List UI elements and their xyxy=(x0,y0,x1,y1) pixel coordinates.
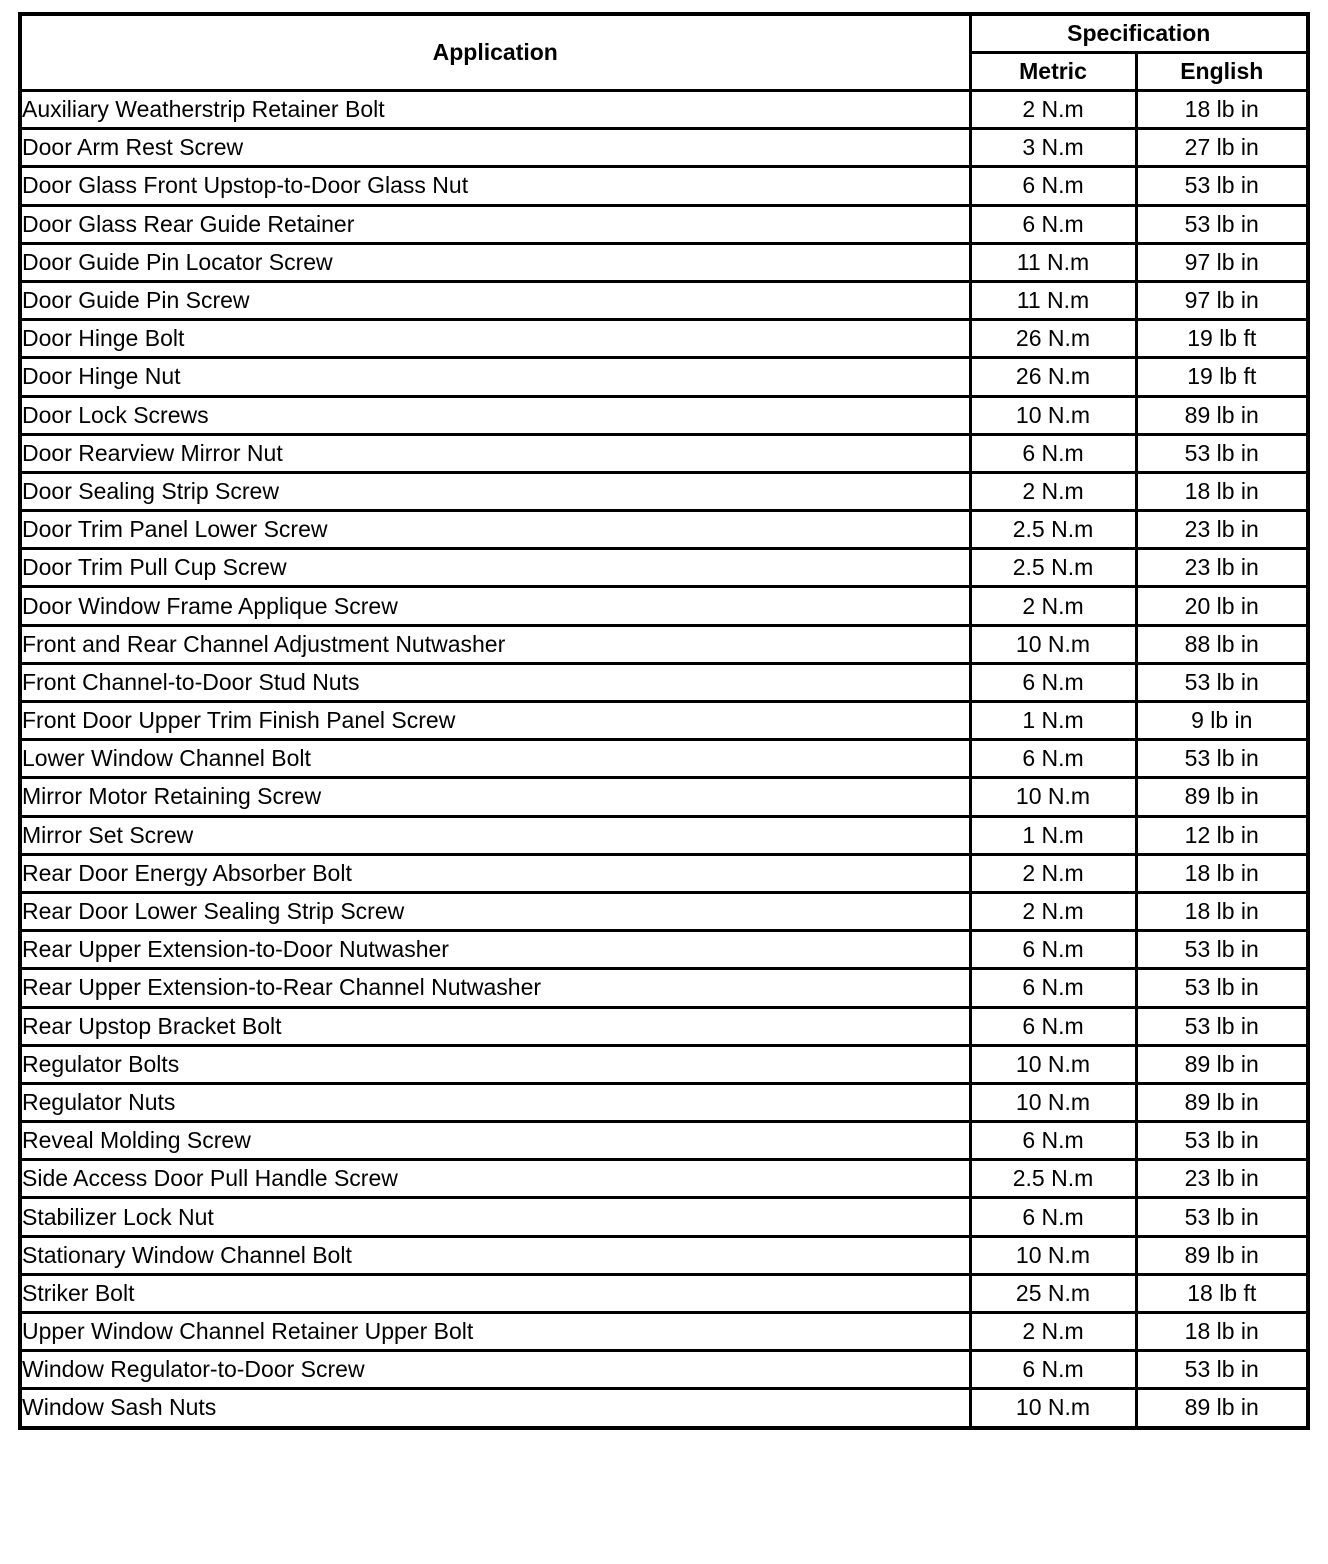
metric-cell: 2 N.m xyxy=(970,91,1136,129)
english-cell: 18 lb in xyxy=(1136,892,1308,930)
table-row xyxy=(20,91,1308,129)
table-row xyxy=(20,663,1308,701)
english-cell: 88 lb in xyxy=(1136,625,1308,663)
metric-cell: 10 N.m xyxy=(970,778,1136,816)
table-row xyxy=(20,778,1308,816)
table-row xyxy=(20,740,1308,778)
table-row xyxy=(20,816,1308,854)
english-cell: 19 lb ft xyxy=(1136,358,1308,396)
metric-cell: 10 N.m xyxy=(970,1045,1136,1083)
table-body xyxy=(20,91,1308,1428)
application-cell: Door Window Frame Applique Screw xyxy=(20,587,970,625)
table-row xyxy=(20,854,1308,892)
english-cell: 53 lb in xyxy=(1136,663,1308,701)
application-header: Application xyxy=(20,14,970,91)
english-cell: 53 lb in xyxy=(1136,969,1308,1007)
metric-cell: 6 N.m xyxy=(970,969,1136,1007)
application-cell: Front Channel-to-Door Stud Nuts xyxy=(20,663,970,701)
metric-cell: 6 N.m xyxy=(970,167,1136,205)
metric-cell: 10 N.m xyxy=(970,1083,1136,1121)
application-cell: Striker Bolt xyxy=(20,1274,970,1312)
application-cell: Stabilizer Lock Nut xyxy=(20,1198,970,1236)
english-header: English xyxy=(1136,53,1308,91)
table-row xyxy=(20,281,1308,319)
application-cell: Regulator Nuts xyxy=(20,1083,970,1121)
english-cell: 18 lb in xyxy=(1136,472,1308,510)
table-row xyxy=(20,167,1308,205)
english-cell: 89 lb in xyxy=(1136,1389,1308,1428)
table-row xyxy=(20,1274,1308,1312)
application-cell: Upper Window Channel Retainer Upper Bolt xyxy=(20,1313,970,1351)
english-cell: 53 lb in xyxy=(1136,167,1308,205)
application-cell: Rear Upper Extension-to-Door Nutwasher xyxy=(20,931,970,969)
application-cell: Rear Upper Extension-to-Rear Channel Nutwasher xyxy=(20,969,970,1007)
application-cell: Side Access Door Pull Handle Screw xyxy=(20,1160,970,1198)
english-cell: 18 lb ft xyxy=(1136,1274,1308,1312)
english-cell: 53 lb in xyxy=(1136,1198,1308,1236)
table-row xyxy=(20,702,1308,740)
application-cell: Rear Door Energy Absorber Bolt xyxy=(20,854,970,892)
table-row xyxy=(20,625,1308,663)
metric-cell: 26 N.m xyxy=(970,358,1136,396)
metric-cell: 2.5 N.m xyxy=(970,511,1136,549)
metric-cell: 2 N.m xyxy=(970,854,1136,892)
english-cell: 53 lb in xyxy=(1136,1122,1308,1160)
application-cell: Door Glass Rear Guide Retainer xyxy=(20,205,970,243)
english-cell: 53 lb in xyxy=(1136,740,1308,778)
english-cell: 18 lb in xyxy=(1136,91,1308,129)
metric-cell: 10 N.m xyxy=(970,625,1136,663)
english-cell: 53 lb in xyxy=(1136,1007,1308,1045)
table-row xyxy=(20,1045,1308,1083)
application-cell: Lower Window Channel Bolt xyxy=(20,740,970,778)
table-header xyxy=(20,14,1308,91)
application-cell: Front and Rear Channel Adjustment Nutwasher xyxy=(20,625,970,663)
application-cell: Rear Door Lower Sealing Strip Screw xyxy=(20,892,970,930)
application-cell: Door Lock Screws xyxy=(20,396,970,434)
metric-cell: 2 N.m xyxy=(970,472,1136,510)
metric-cell: 1 N.m xyxy=(970,702,1136,740)
metric-cell: 2.5 N.m xyxy=(970,1160,1136,1198)
table-row xyxy=(20,892,1308,930)
metric-cell: 6 N.m xyxy=(970,663,1136,701)
english-cell: 89 lb in xyxy=(1136,396,1308,434)
metric-cell: 2 N.m xyxy=(970,1313,1136,1351)
application-cell: Mirror Set Screw xyxy=(20,816,970,854)
metric-cell: 3 N.m xyxy=(970,129,1136,167)
application-cell: Door Hinge Nut xyxy=(20,358,970,396)
metric-cell: 6 N.m xyxy=(970,1198,1136,1236)
english-cell: 12 lb in xyxy=(1136,816,1308,854)
table-row xyxy=(20,1351,1308,1389)
metric-header: Metric xyxy=(970,53,1136,91)
application-cell: Rear Upstop Bracket Bolt xyxy=(20,1007,970,1045)
application-cell: Window Sash Nuts xyxy=(20,1389,970,1428)
application-cell: Window Regulator-to-Door Screw xyxy=(20,1351,970,1389)
english-cell: 89 lb in xyxy=(1136,1236,1308,1274)
english-cell: 97 lb in xyxy=(1136,243,1308,281)
table-row xyxy=(20,549,1308,587)
table-row xyxy=(20,969,1308,1007)
english-cell: 89 lb in xyxy=(1136,778,1308,816)
table-row xyxy=(20,1236,1308,1274)
metric-cell: 6 N.m xyxy=(970,931,1136,969)
application-cell: Door Arm Rest Screw xyxy=(20,129,970,167)
english-cell: 27 lb in xyxy=(1136,129,1308,167)
application-cell: Door Sealing Strip Screw xyxy=(20,472,970,510)
english-cell: 20 lb in xyxy=(1136,587,1308,625)
application-cell: Door Guide Pin Locator Screw xyxy=(20,243,970,281)
table-row xyxy=(20,396,1308,434)
application-cell: Door Hinge Bolt xyxy=(20,320,970,358)
application-cell: Door Guide Pin Screw xyxy=(20,281,970,319)
metric-cell: 10 N.m xyxy=(970,1389,1136,1428)
metric-cell: 10 N.m xyxy=(970,1236,1136,1274)
metric-cell: 6 N.m xyxy=(970,434,1136,472)
table-row xyxy=(20,511,1308,549)
metric-cell: 26 N.m xyxy=(970,320,1136,358)
metric-cell: 11 N.m xyxy=(970,281,1136,319)
english-cell: 19 lb ft xyxy=(1136,320,1308,358)
application-cell: Door Trim Panel Lower Screw xyxy=(20,511,970,549)
metric-cell: 25 N.m xyxy=(970,1274,1136,1312)
english-cell: 23 lb in xyxy=(1136,549,1308,587)
metric-cell: 2.5 N.m xyxy=(970,549,1136,587)
application-cell: Stationary Window Channel Bolt xyxy=(20,1236,970,1274)
english-cell: 53 lb in xyxy=(1136,931,1308,969)
metric-cell: 1 N.m xyxy=(970,816,1136,854)
english-cell: 18 lb in xyxy=(1136,854,1308,892)
english-cell: 53 lb in xyxy=(1136,434,1308,472)
table-row xyxy=(20,129,1308,167)
fastener-spec-table xyxy=(18,12,1310,1430)
metric-cell: 11 N.m xyxy=(970,243,1136,281)
english-cell: 9 lb in xyxy=(1136,702,1308,740)
table-row xyxy=(20,434,1308,472)
table-row xyxy=(20,1313,1308,1351)
english-cell: 89 lb in xyxy=(1136,1045,1308,1083)
english-cell: 97 lb in xyxy=(1136,281,1308,319)
metric-cell: 10 N.m xyxy=(970,396,1136,434)
metric-cell: 6 N.m xyxy=(970,1007,1136,1045)
table-row xyxy=(20,1007,1308,1045)
application-cell: Mirror Motor Retaining Screw xyxy=(20,778,970,816)
header-row-top xyxy=(20,14,1308,53)
table-row xyxy=(20,1389,1308,1428)
english-cell: 18 lb in xyxy=(1136,1313,1308,1351)
english-cell: 89 lb in xyxy=(1136,1083,1308,1121)
metric-cell: 2 N.m xyxy=(970,587,1136,625)
table-row xyxy=(20,1083,1308,1121)
english-cell: 23 lb in xyxy=(1136,1160,1308,1198)
metric-cell: 6 N.m xyxy=(970,205,1136,243)
table-row xyxy=(20,205,1308,243)
table-row xyxy=(20,320,1308,358)
table-row xyxy=(20,472,1308,510)
application-cell: Front Door Upper Trim Finish Panel Screw xyxy=(20,702,970,740)
table-row xyxy=(20,587,1308,625)
table-row xyxy=(20,358,1308,396)
metric-cell: 6 N.m xyxy=(970,740,1136,778)
english-cell: 23 lb in xyxy=(1136,511,1308,549)
table-row xyxy=(20,1198,1308,1236)
english-cell: 53 lb in xyxy=(1136,205,1308,243)
metric-cell: 6 N.m xyxy=(970,1122,1136,1160)
specification-header: Specification xyxy=(970,14,1308,53)
english-cell: 53 lb in xyxy=(1136,1351,1308,1389)
table-row xyxy=(20,931,1308,969)
application-cell: Door Glass Front Upstop-to-Door Glass Nut xyxy=(20,167,970,205)
application-cell: Auxiliary Weatherstrip Retainer Bolt xyxy=(20,91,970,129)
application-cell: Regulator Bolts xyxy=(20,1045,970,1083)
application-cell: Door Trim Pull Cup Screw xyxy=(20,549,970,587)
application-cell: Door Rearview Mirror Nut xyxy=(20,434,970,472)
table-row xyxy=(20,1122,1308,1160)
table-row xyxy=(20,1160,1308,1198)
metric-cell: 2 N.m xyxy=(970,892,1136,930)
application-cell: Reveal Molding Screw xyxy=(20,1122,970,1160)
metric-cell: 6 N.m xyxy=(970,1351,1136,1389)
table-row xyxy=(20,243,1308,281)
